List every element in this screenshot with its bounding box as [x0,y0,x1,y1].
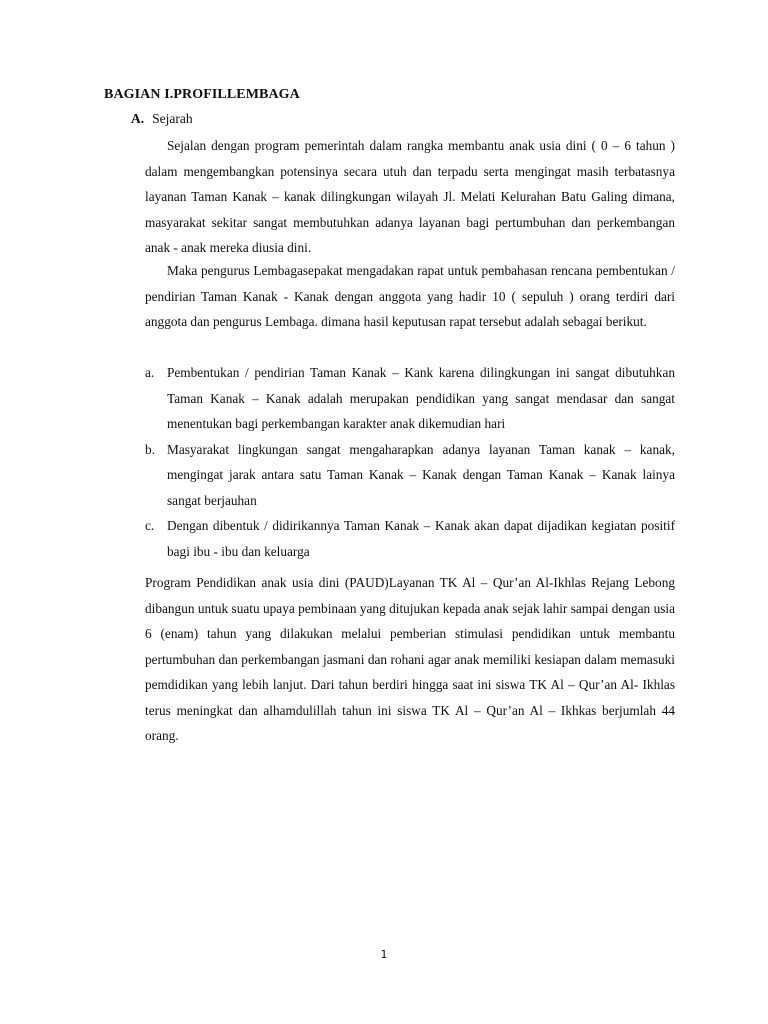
list-item [145,360,675,437]
section-letter: A. [131,111,145,126]
decision-list [145,360,675,564]
chapter-heading: BAGIAN I.PROFILLEMBAGA [104,87,300,102]
paragraph-history-intro: Sejalan dengan program pemerintah dalam rangka membantu anak usia dini ( 0 – 6 tahun ) dalam mengembangkan potensinya secara utuh dan terpadu serta mengingat masih terbatasnya layanan Taman Kanak – kanak dilingkungan wilayah Jl. Melati Kelurahan Batu Galing dimana, masyarakat sekitar sangat membutuhkan adanya layanan bagi pertumbuhan dan perkembangan anak - anak mereka diusia dini. [145,138,675,255]
list-item [145,437,675,514]
paragraph-meeting: Maka pengurus Lembagasepakat mengadakan rapat untuk pembahasan rencana pembentukan / pendirian Taman Kanak - Kanak dengan anggota yang hadir 10 ( sepuluh ) orang terdiri dari anggota dan pengurus Lembaga. dimana hasil keputusan rapat tersebut adalah sebagai berikut. [145,263,675,329]
list-marker: a. [145,365,155,380]
list-item [145,513,675,564]
list-item-text: Pembentukan / pendirian Taman Kanak – Kank karena dilingkungan ini sangat dibutuhkan Taman Kanak – Kanak adalah merupakan pendidikan yang sangat mendasar dan sangat menentukan bagi perkembangan karakter anak dikemudian hari [167,365,675,431]
section-heading [131,111,193,127]
page-number: 1 [380,948,388,961]
paragraph-program: Program Pendidikan anak usia dini (PAUD)Layanan TK Al – Qur’an Al-Ikhlas Rejang Lebong dibangun untuk suatu upaya pembinaan yang ditujukan kepada anak sejak lahir sampai dengan usia 6 (enam) tahun yang dilakukan melalui pemberian stimulasi pendidikan untuk membantu pertumbuhan dan perkembangan jasmani dan rohani agar anak memiliki kesiapan dalam memasuki pemdidikan yang lebih lanjut. Dari tahun berdiri hingga saat ini siswa TK Al – Qur’an Al- Ikhlas terus meningkat dan alhamdulillah tahun ini siswa TK Al – Qur’an Al – Ikhkas berjumlah 44 orang. [145,575,675,743]
list-item-text: Dengan dibentuk / didirikannya Taman Kanak – Kanak akan dapat dijadikan kegiatan positif bagi ibu - ibu dan keluarga [167,518,675,559]
list-marker: c. [145,518,155,533]
list-item-text: Masyarakat lingkungan sangat mengaharapkan adanya layanan Taman kanak – kanak, mengingat jarak antara satu Taman Kanak – Kanak dengan Taman Kanak – Kanak lainya sangat berjauhan [167,441,675,508]
list-marker: b. [145,441,155,457]
section-title: Sejarah [152,111,193,126]
